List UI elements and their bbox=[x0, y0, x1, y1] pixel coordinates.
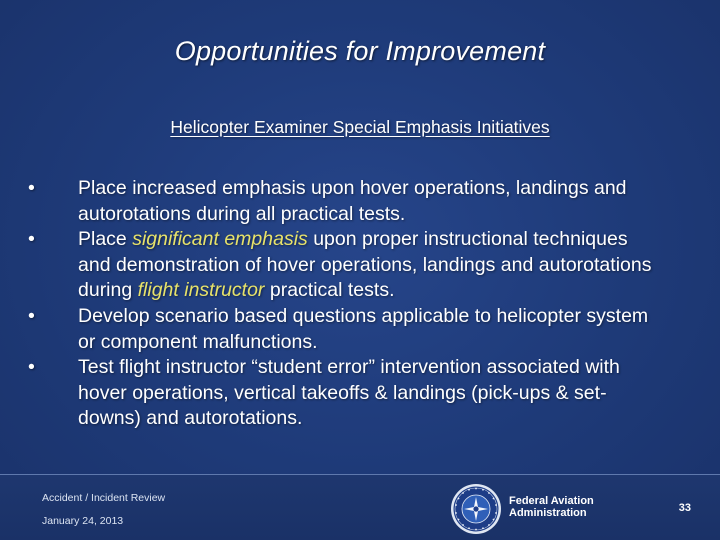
agency-name-line2: Administration bbox=[509, 506, 587, 519]
bullet-item bbox=[28, 304, 653, 355]
bullet-glyph: • bbox=[28, 228, 35, 251]
agency-name bbox=[509, 496, 594, 519]
bullet-text-middle: upon proper instructional techniques and demonstration of hover operations, landings and autorotations during bbox=[78, 228, 652, 302]
bullet-glyph: • bbox=[28, 177, 35, 199]
bullet-text-before: Place bbox=[78, 228, 133, 251]
bullet-item bbox=[28, 176, 653, 227]
footer-presentation-name: Accident / Incident Review bbox=[42, 492, 166, 504]
slide-subtitle: Helicopter Examiner Special Emphasis Initiatives bbox=[170, 117, 550, 137]
highlight-significant-emphasis: significant emphasis bbox=[132, 228, 308, 251]
highlight-flight-instructor: flight instructor bbox=[137, 279, 265, 302]
bullet-text-after: practical tests. bbox=[264, 279, 395, 302]
footer-date: January 24, 2013 bbox=[42, 515, 124, 527]
bullet-text: Place increased emphasis upon hover operations, landings and autorotations during all practical tests. bbox=[78, 177, 627, 225]
footer-bar bbox=[0, 475, 720, 540]
slide-title: Opportunities for Improvement bbox=[174, 36, 546, 66]
bullet-list bbox=[28, 176, 653, 432]
bullet-glyph: • bbox=[28, 304, 35, 327]
faa-seal-icon bbox=[450, 483, 502, 535]
page-number: 33 bbox=[678, 502, 691, 514]
bullet-item bbox=[28, 227, 653, 304]
agency-name-line1: Federal Aviation bbox=[509, 495, 594, 507]
bullet-item bbox=[28, 355, 653, 432]
bullet-glyph: • bbox=[28, 356, 35, 379]
footer-divider bbox=[0, 474, 720, 475]
bullet-text: Test flight instructor “student error” intervention associated with hover operations, vertical takeoffs & landings (pick-ups & set-downs) and autorotations. bbox=[78, 356, 620, 430]
bullet-text: Develop scenario based questions applicable to helicopter system or component malfunctions. bbox=[78, 304, 649, 353]
